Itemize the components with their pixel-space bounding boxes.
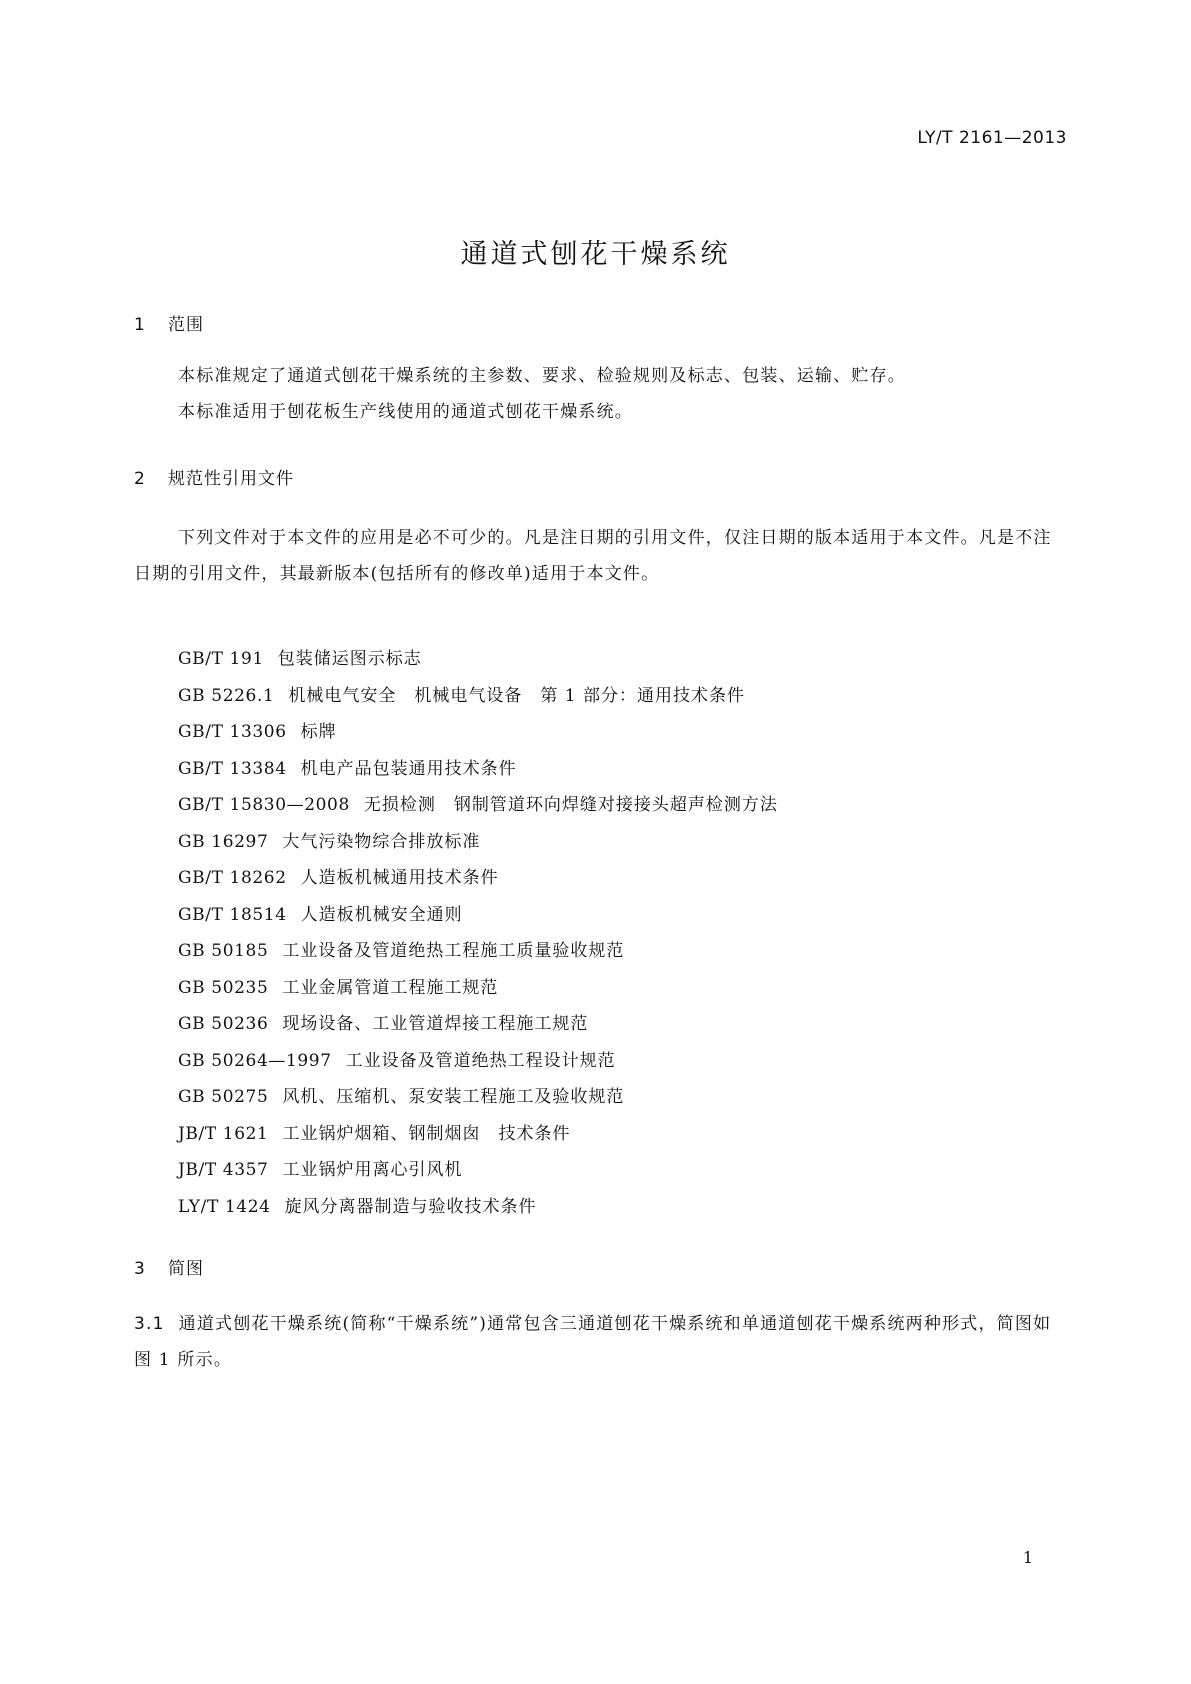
section-number: 2 — [134, 469, 146, 489]
reference-code: GB/T 191 — [178, 649, 264, 669]
reference-code: GB 16297 — [178, 831, 269, 852]
section-heading-normative-references — [134, 464, 294, 489]
reference-code: GB/T 13306 — [178, 722, 287, 742]
reference-title: 旋风分离器制造与验收技术条件 — [284, 1196, 537, 1217]
reference-title: 无损检测 钢制管道环向焊缝对接接头超声检测方法 — [363, 795, 778, 815]
reference-title: 大气污染物综合排放标准 — [282, 831, 481, 852]
reference-title: 标牌 — [300, 722, 337, 742]
section-heading-scope — [134, 310, 204, 335]
reference-code: GB/T 18262 — [178, 868, 287, 888]
reference-code: LY/T 1424 — [178, 1196, 271, 1217]
reference-item — [178, 933, 1038, 970]
reference-item — [178, 1152, 1038, 1189]
scope-paragraph-1: 本标准规定了通道式刨花干燥系统的主参数、要求、检验规则及标志、包装、运输、贮存。 — [178, 366, 906, 386]
reference-item — [178, 860, 1038, 897]
clause-3-1-paragraph — [134, 1306, 1057, 1378]
reference-title: 机电产品包装通用技术条件 — [300, 758, 517, 779]
section-number: 3 — [134, 1259, 146, 1279]
reference-code: GB 50264—1997 — [178, 1050, 332, 1071]
standard-code: LY/T 2161—2013 — [917, 128, 1067, 148]
reference-title: 工业金属管道工程施工规范 — [282, 977, 499, 998]
scope-paragraph-2: 本标准适用于刨花板生产线使用的通道式刨花干燥系统。 — [178, 402, 633, 422]
section-heading-diagram — [134, 1254, 204, 1279]
reference-item — [178, 641, 1038, 678]
reference-code: GB/T 18514 — [178, 904, 287, 925]
reference-item — [178, 1189, 1038, 1226]
section-title: 范围 — [168, 315, 204, 335]
reference-title: 机械电气安全 机械电气设备 第 1 部分：通用技术条件 — [288, 685, 745, 706]
clause-text: 通道式刨花干燥系统(简称“干燥系统”)通常包含三通道刨花干燥系统和单通道刨花干燥系统两种形式，简图如图 1 所示。 — [134, 1314, 1052, 1370]
section-number: 1 — [134, 315, 146, 335]
reference-item — [178, 1116, 1038, 1153]
reference-title: 工业设备及管道绝热工程设计规范 — [345, 1050, 616, 1071]
reference-item — [178, 714, 1038, 751]
reference-code: JB/T 1621 — [178, 1123, 269, 1144]
reference-item — [178, 824, 1038, 861]
reference-code: JB/T 4357 — [178, 1160, 269, 1180]
references-intro-paragraph: 下列文件对于本文件的应用是必不可少的。凡是注日期的引用文件，仅注日期的版本适用于本文件。凡是不注日期的引用文件，其最新版本(包括所有的修改单)适用于本文件。 — [134, 528, 1052, 584]
reference-item — [178, 678, 1038, 715]
reference-title: 包装储运图示标志 — [277, 649, 422, 669]
reference-code: GB/T 15830—2008 — [178, 795, 350, 815]
reference-title: 工业设备及管道绝热工程施工质量验收规范 — [282, 941, 625, 961]
reference-code: GB 50235 — [178, 977, 269, 998]
reference-item — [178, 787, 1038, 824]
reference-item — [178, 970, 1038, 1007]
section-title: 规范性引用文件 — [168, 469, 294, 489]
reference-item — [178, 1006, 1038, 1043]
section-title: 简图 — [168, 1259, 204, 1279]
reference-code: GB/T 13384 — [178, 758, 287, 779]
reference-item — [178, 1079, 1038, 1116]
reference-item — [178, 751, 1038, 788]
reference-code: GB 50185 — [178, 941, 269, 961]
reference-title: 人造板机械通用技术条件 — [300, 868, 499, 888]
reference-item — [178, 897, 1038, 934]
reference-code: GB 50236 — [178, 1014, 269, 1034]
reference-title: 风机、压缩机、泵安装工程施工及验收规范 — [282, 1087, 625, 1107]
reference-item — [178, 1043, 1038, 1080]
reference-list — [178, 641, 1038, 1225]
page-number: 1 — [1022, 1548, 1033, 1567]
reference-title: 现场设备、工业管道焊接工程施工规范 — [282, 1014, 589, 1034]
reference-title: 工业锅炉用离心引风机 — [282, 1160, 463, 1180]
reference-code: GB 50275 — [178, 1087, 269, 1107]
reference-code: GB 5226.1 — [178, 685, 275, 706]
document-title: 通道式刨花干燥系统 — [460, 239, 731, 270]
clause-number: 3.1 — [134, 1314, 165, 1334]
reference-title: 工业锅炉烟箱、钢制烟囱 技术条件 — [282, 1123, 571, 1144]
reference-title: 人造板机械安全通则 — [300, 904, 463, 925]
